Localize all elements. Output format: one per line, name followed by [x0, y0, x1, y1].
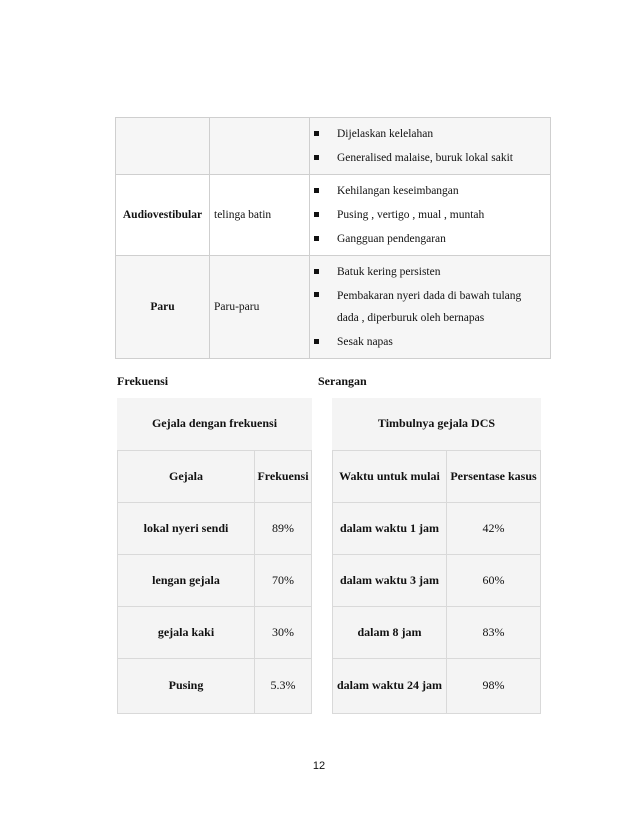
- table-row: [118, 502, 312, 554]
- organ-cell: telinga batin: [210, 175, 310, 256]
- frequency-cell: 89%: [255, 502, 312, 554]
- table-row: [116, 175, 551, 256]
- column-header: Gejala: [118, 450, 255, 502]
- table-row: [333, 554, 541, 606]
- onset-table: [332, 398, 541, 714]
- list-item: Dijelaskan kelelahan: [310, 122, 544, 146]
- serangan-label: Serangan: [318, 374, 367, 388]
- system-cell: [116, 118, 210, 175]
- symptom-list: [310, 179, 544, 251]
- column-header: Persentase kasus: [447, 450, 541, 502]
- table-row: [333, 502, 541, 554]
- organ-cell: Paru-paru: [210, 256, 310, 359]
- table-row: [333, 658, 541, 713]
- list-item: Pusing , vertigo , mual , muntah: [310, 203, 544, 227]
- list-item: Kehilangan keseimbangan: [310, 179, 544, 203]
- list-item: Generalised malaise, buruk lokal sakit: [310, 146, 544, 170]
- table-row: [333, 606, 541, 658]
- system-cell: Audiovestibular: [116, 175, 210, 256]
- symptom-table: [115, 117, 551, 359]
- list-item: Sesak napas: [310, 330, 544, 354]
- list-item: Pembakaran nyeri dada di bawah tulang dada , diperburuk oleh bernapas: [310, 284, 544, 330]
- symptom-cell: lengan gejala: [118, 554, 255, 606]
- frequency-cell: 5.3%: [255, 658, 312, 713]
- percentage-cell: 98%: [447, 658, 541, 713]
- symptom-list-cell: [310, 175, 551, 256]
- time-cell: dalam waktu 1 jam: [333, 502, 447, 554]
- symptom-list: [310, 260, 544, 354]
- page-number: 12: [312, 760, 326, 772]
- symptom-cell: lokal nyeri sendi: [118, 502, 255, 554]
- symptom-list-cell: [310, 256, 551, 359]
- time-cell: dalam 8 jam: [333, 606, 447, 658]
- symptom-list: [310, 122, 544, 170]
- table-title: Timbulnya gejala DCS: [377, 416, 496, 431]
- table-header-row: [333, 450, 541, 502]
- table-row: [118, 606, 312, 658]
- system-cell: Paru: [116, 256, 210, 359]
- column-header: Waktu untuk mulai: [333, 450, 447, 502]
- table-row: [116, 118, 551, 175]
- frekuensi-label: Frekuensi: [117, 374, 169, 388]
- table-row: [118, 658, 312, 713]
- table-row: [118, 554, 312, 606]
- table-header-row: [118, 450, 312, 502]
- list-item: Batuk kering persisten: [310, 260, 544, 284]
- organ-cell: [210, 118, 310, 175]
- list-item: Gangguan pendengaran: [310, 227, 544, 251]
- column-header: Frekuensi: [255, 450, 312, 502]
- percentage-cell: 60%: [447, 554, 541, 606]
- percentage-cell: 83%: [447, 606, 541, 658]
- symptom-cell: Pusing: [118, 658, 255, 713]
- symptom-list-cell: [310, 118, 551, 175]
- time-cell: dalam waktu 24 jam: [333, 658, 447, 713]
- time-cell: dalam waktu 3 jam: [333, 554, 447, 606]
- table-title: Gejala dengan frekuensi: [151, 416, 278, 431]
- percentage-cell: 42%: [447, 502, 541, 554]
- frequency-cell: 30%: [255, 606, 312, 658]
- frequency-table: [117, 398, 312, 714]
- table-row: [116, 256, 551, 359]
- symptom-cell: gejala kaki: [118, 606, 255, 658]
- frequency-cell: 70%: [255, 554, 312, 606]
